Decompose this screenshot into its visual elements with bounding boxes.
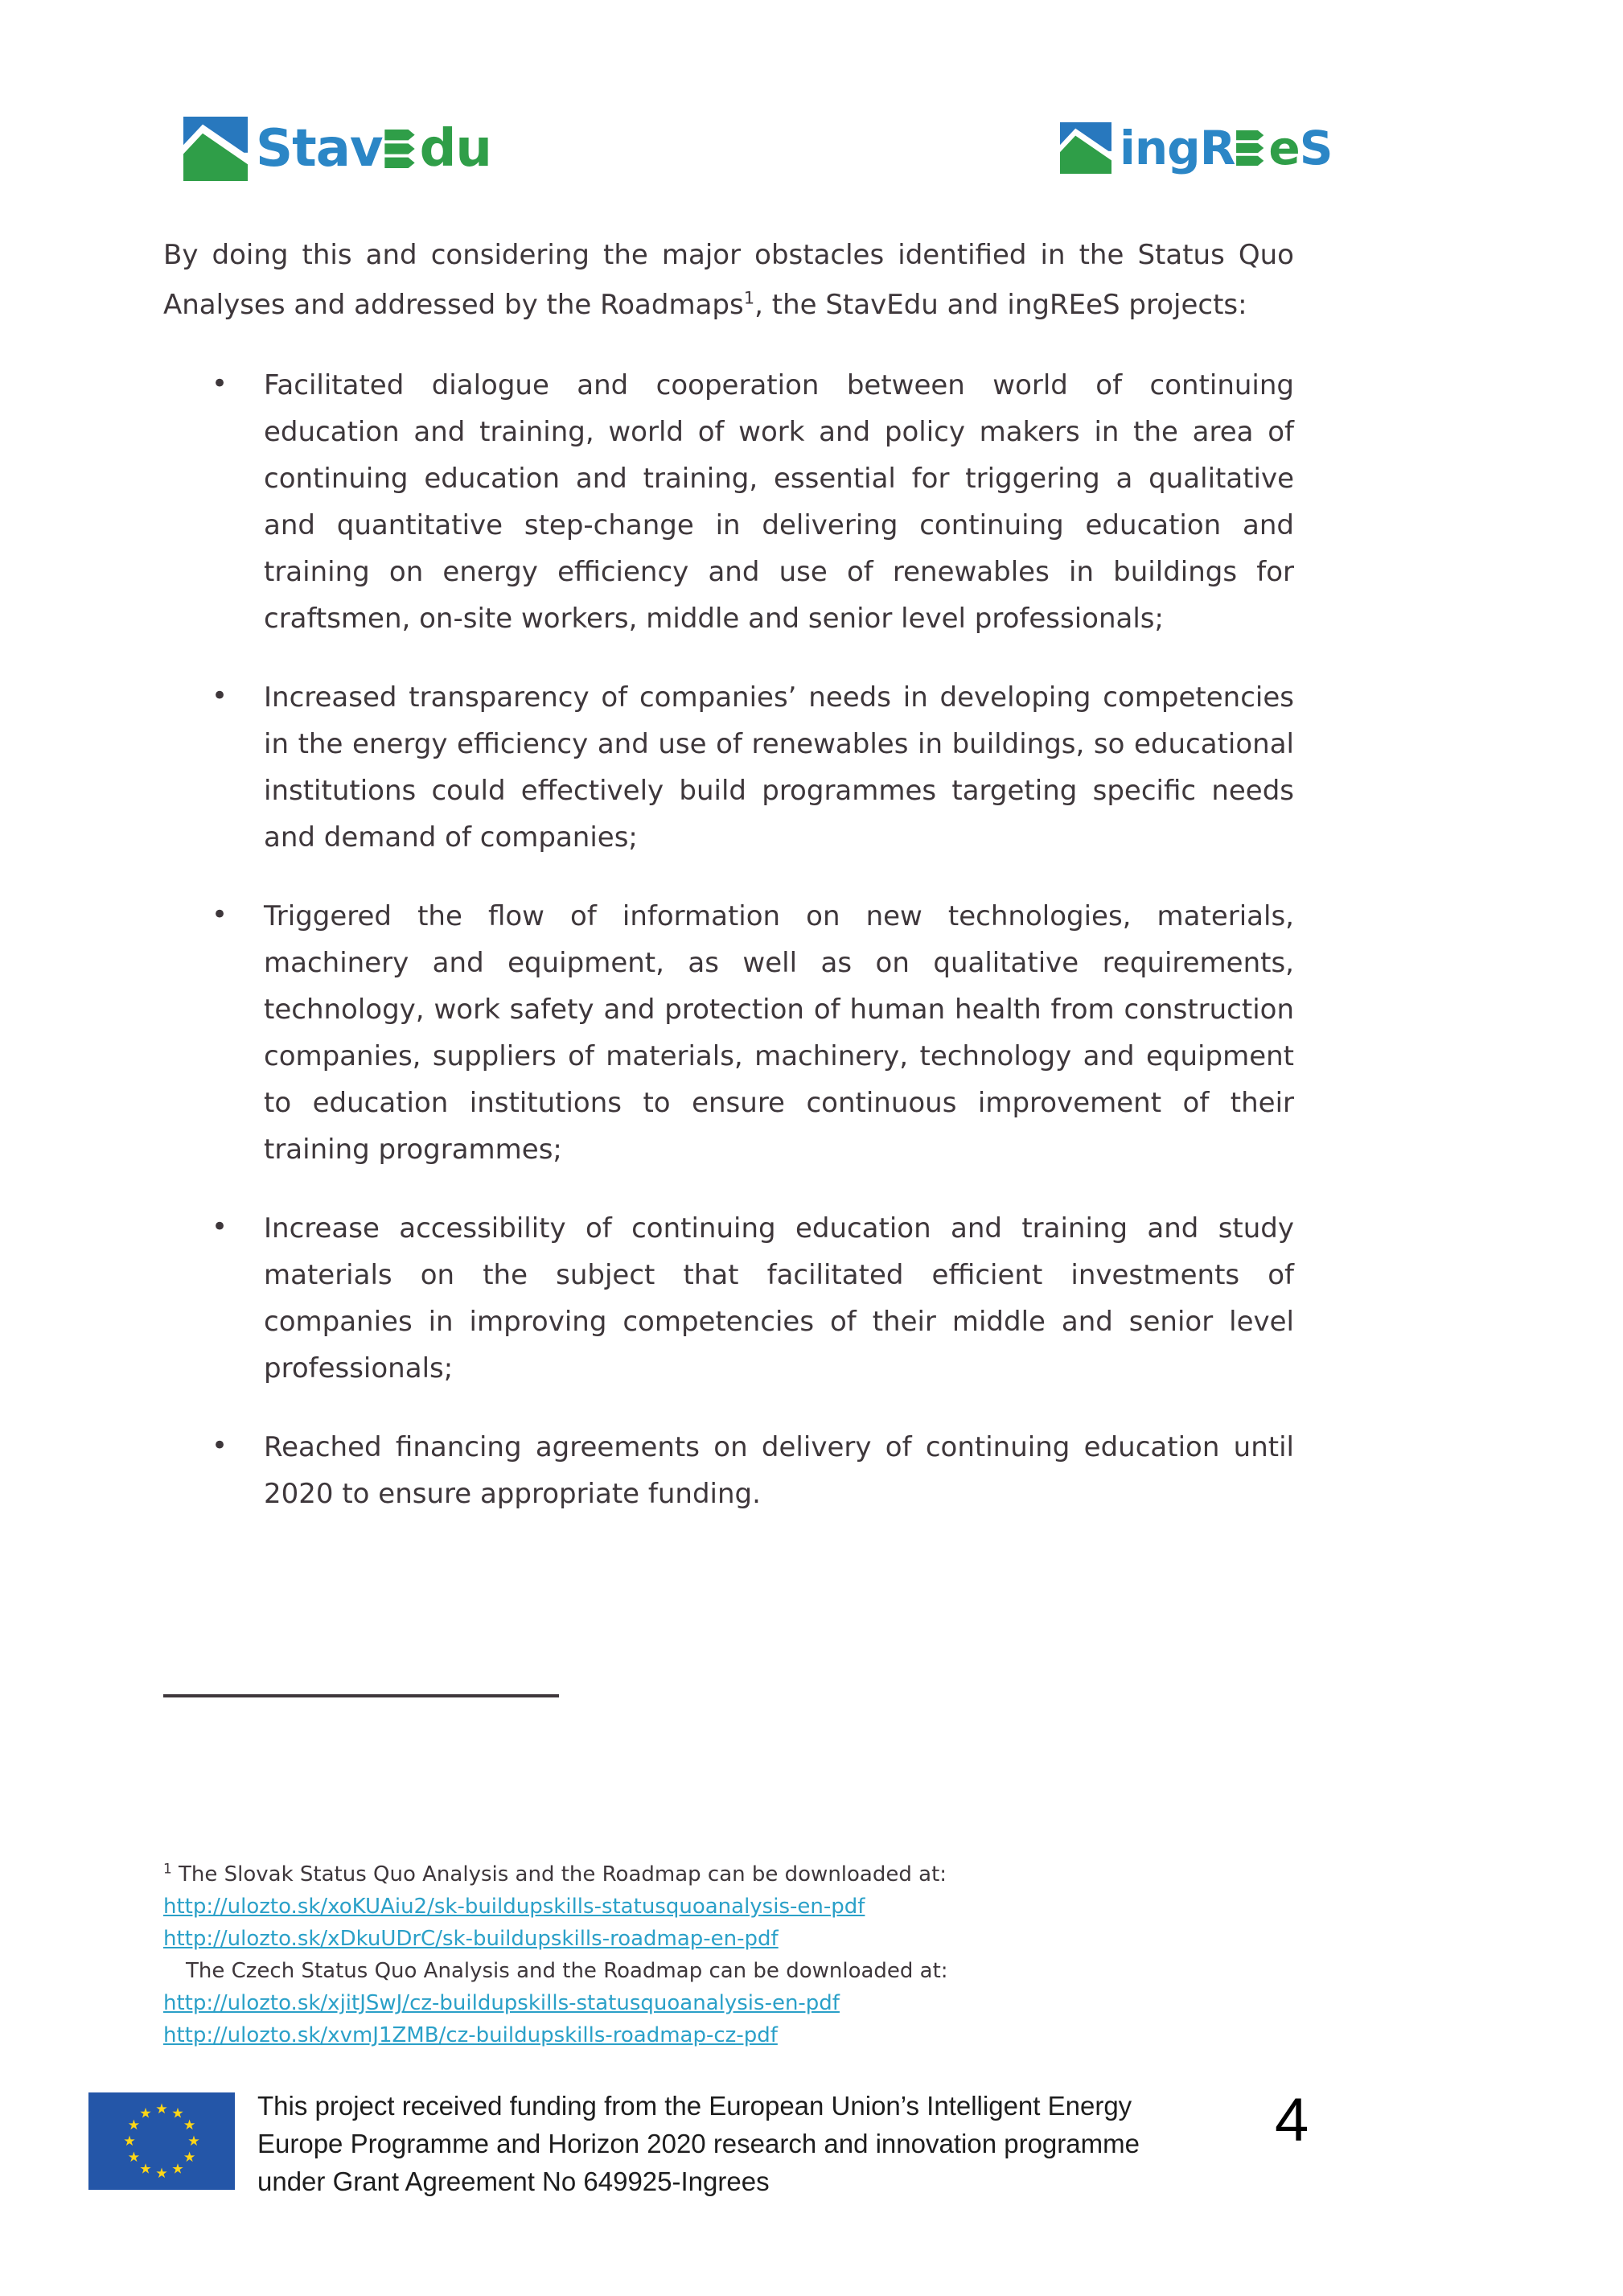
- intro-text: By doing this and considering the major obstacles identified in the Status Quo Analyses and addressed by the Roadmaps: [163, 239, 1294, 321]
- bullet-text-1: Facilitated dialogue and cooperation between world of continuing education and training, world of work and policy makers in the area of continuing education and training, essential for triggering a qualitative and quantitative step-change in delivering continuing education and training on energy efficiency and use of renewables in buildings for craftsmen, on-site workers, middle and senior level professionals;: [264, 369, 1294, 635]
- funding-line-3: under Grant Agreement No 649925-Ingrees: [257, 2166, 770, 2196]
- bullet-item-4: [163, 1205, 1294, 1392]
- footnote-link-sk-statusquo[interactable]: http://ulozto.sk/xoKUAiu2/sk-buildupskills-statusquoanalysis-en-pdf: [163, 1895, 865, 1919]
- stavedu-logo: [183, 116, 491, 182]
- bullet-marker: •: [212, 680, 228, 712]
- footnote-body: [163, 1858, 1294, 2051]
- bullet-item-5: [163, 1424, 1294, 1517]
- eu-flag-icon: [88, 2092, 235, 2190]
- footnote-link-cz-statusquo[interactable]: http://ulozto.sk/xjitJSwJ/cz-buildupskills-statusquoanalysis-en-pdf: [163, 1991, 840, 2015]
- stavedu-text-green: du: [419, 119, 491, 179]
- footnote-slovak-text: The Slovak Status Quo Analysis and the Roadmap can be downloaded at:: [179, 1862, 947, 1887]
- footnote-slovak-line: [163, 1858, 1294, 1891]
- ingrees-logo: [1060, 121, 1332, 175]
- funding-line-1: This project received funding from the European Union’s Intelligent Energy: [257, 2091, 1132, 2121]
- bullet-marker: •: [212, 1211, 228, 1243]
- stavedu-logo-text: [256, 119, 491, 179]
- stavedu-energy-e-icon: [384, 130, 418, 168]
- ingrees-text-blue-s: S: [1299, 121, 1333, 175]
- ingrees-text-green-e: e: [1268, 121, 1300, 175]
- intro-paragraph: [163, 230, 1294, 330]
- bullet-item-3: [163, 893, 1294, 1173]
- funding-line-2: Europe Programme and Horizon 2020 research and innovation programme: [257, 2129, 1140, 2158]
- ingrees-house-icon: [1060, 121, 1111, 175]
- footnote-czech-line: The Czech Status Quo Analysis and the Roadmap can be downloaded at:: [186, 1959, 948, 1983]
- bullet-text-5: Reached financing agreements on delivery of continuing education until 2020 to ensure appropriate funding.: [264, 1431, 1294, 1510]
- ingrees-logo-text: [1120, 121, 1332, 175]
- intro-text-after: , the StavEdu and ingREeS projects:: [754, 289, 1247, 321]
- bullet-text-2: Increased transparency of companies’ needs in developing competencies in the energy efficiency and use of renewables in buildings, so educational institutions could effectively build programmes targeting specific needs and demand of companies;: [264, 681, 1294, 854]
- ingrees-text-blue: ingR: [1120, 121, 1235, 175]
- footnote-link-cz-roadmap[interactable]: http://ulozto.sk/xvmJ1ZMB/cz-buildupskills-roadmap-cz-pdf: [163, 2023, 778, 2047]
- page-number: 4: [1275, 2086, 1309, 2154]
- footnote-reference: 1: [743, 287, 755, 308]
- bullet-text-3: Triggered the flow of information on new technologies, materials, machinery and equipment, as well as on qualitative requirements, technology, work safety and protection of human health from construction companies, suppliers of materials, machinery, technology and equipment to education institutions to ensure continuous improvement of their training programmes;: [264, 900, 1294, 1166]
- bullet-marker: •: [212, 368, 228, 400]
- footnote-separator-rule: [163, 1694, 559, 1697]
- bullet-marker: •: [212, 899, 228, 931]
- bullet-item-1: [163, 362, 1294, 642]
- footnote-section: [163, 1694, 1294, 2051]
- stavedu-text-blue: Stav: [256, 119, 383, 179]
- bullet-item-2: [163, 674, 1294, 861]
- funding-statement: [257, 2087, 1206, 2200]
- footnote-marker: 1: [163, 1860, 172, 1877]
- bullet-marker: •: [212, 1430, 228, 1462]
- footnote-link-sk-roadmap[interactable]: http://ulozto.sk/xDkuUDrC/sk-buildupskills-roadmap-en-pdf: [163, 1927, 779, 1951]
- ingrees-energy-e-icon: [1236, 130, 1267, 166]
- main-content: [163, 230, 1294, 1517]
- stavedu-house-icon: [183, 116, 248, 182]
- bullet-text-4: Increase accessibility of continuing education and training and study materials on the subject that facilitated efficient investments of companies in improving competencies of their middle and senior level professionals;: [264, 1212, 1294, 1385]
